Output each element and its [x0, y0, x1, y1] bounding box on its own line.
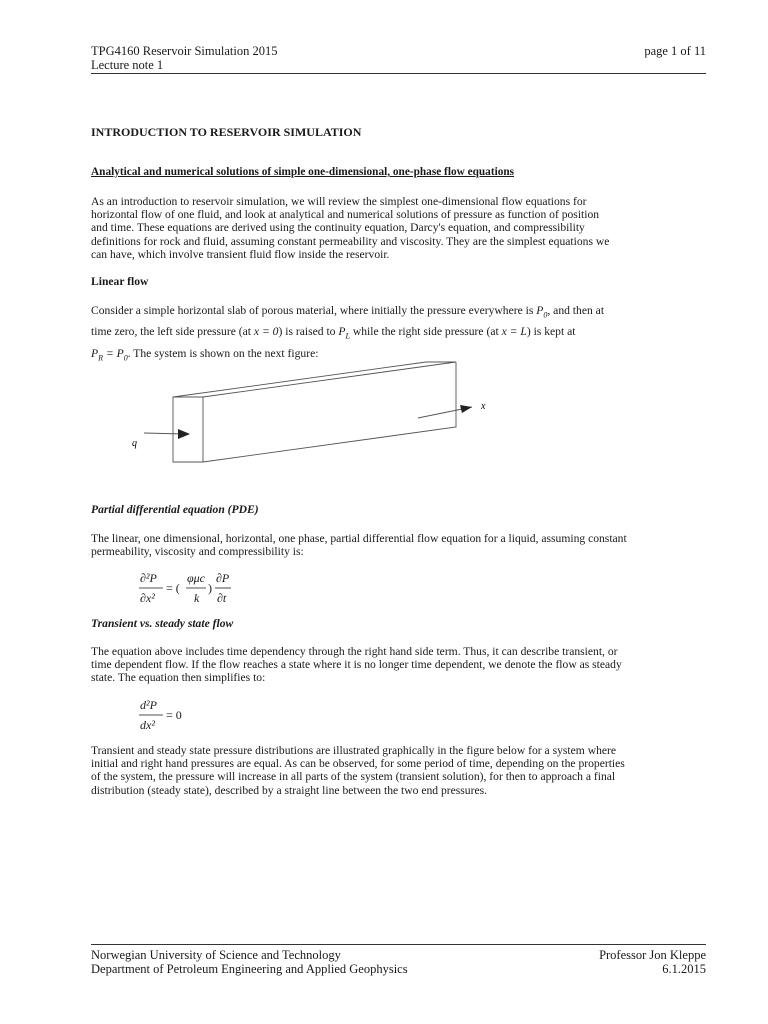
intro-line: and time. These equations are derived using the continuity equation, Darcy's equation, and compressibility	[91, 221, 585, 235]
intro-line: As an introduction to reservoir simulation, we will review the simplest one-dimensional flow equations for	[91, 195, 587, 208]
text-run: while the right side pressure (at	[352, 325, 499, 339]
flow-q-label: q	[132, 438, 137, 449]
pde-rhs-denominator: ∂t	[217, 591, 227, 605]
pde-line: permeability, viscosity and compressibility is:	[91, 545, 304, 559]
text-run: ) is raised to	[278, 325, 336, 339]
footer-university: Norwegian University of Science and Technology	[91, 948, 341, 962]
transient-heading: Transient vs. steady state flow	[91, 617, 234, 630]
slab-top-face	[173, 362, 456, 397]
linear-flow-heading: Linear flow	[91, 275, 149, 288]
header-note: Lecture note 1	[91, 58, 164, 72]
pde-coef-denominator: k	[194, 591, 200, 605]
ss-denominator: dx²	[140, 718, 155, 732]
pde-lhs-denominator: ∂x²	[140, 591, 155, 605]
transient-line: time dependent flow. If the flow reaches a state where it is no longer time dependent, we denote the flow as steady	[91, 658, 622, 672]
slab-side-edge	[203, 362, 456, 462]
footer-rule	[91, 944, 706, 945]
text-run: , and then at	[547, 304, 605, 317]
pde-paragraph	[91, 532, 721, 558]
steady-state-equation	[138, 696, 228, 738]
pde-coef-numerator: φμc	[187, 571, 205, 585]
intro-line: definitions for rock and fluid, assuming constant permeability and viscosity. They are the simplest equations we	[91, 234, 610, 248]
transient-line: state. The equation then simplifies to:	[91, 671, 266, 685]
text-run: Consider a simple horizontal slab of porous material, where initially the pressure everywhere is	[91, 304, 534, 317]
math-pr-eq: $P_R = P_0$	[91, 346, 128, 362]
pde-line: The linear, one dimensional, horizontal, one phase, partial differential flow equation for a liquid, assuming constant	[91, 532, 627, 545]
footer-date: 6.1.2015	[662, 962, 706, 976]
pde-heading: Partial differential equation (PDE)	[91, 503, 259, 516]
linear-flow-line	[91, 323, 721, 344]
pde-rhs-numerator: ∂P	[216, 571, 230, 585]
slab-figure	[120, 358, 520, 468]
inflow-arrow-head	[178, 429, 190, 439]
closing-line: of the system, the pressure will increase in all parts of the system (transient solution), for then to approach a final	[91, 770, 616, 784]
closing-line: distribution (steady state), described by a straight line between the two end pressures.	[91, 783, 488, 797]
page-title: INTRODUCTION TO RESERVOIR SIMULATION	[91, 125, 362, 139]
closing-line: initial and right hand pressures are equal. As can be observed, for some period of time, depending on the properties	[91, 757, 625, 771]
transient-paragraph	[91, 645, 721, 685]
x-axis-label: x	[481, 401, 486, 412]
math-x-eq-l: x = L	[501, 325, 527, 339]
linear-flow-line	[91, 302, 721, 323]
closing-line: Transient and steady state pressure distributions are illustrated graphically in the figure below for a system where	[91, 744, 617, 757]
closing-paragraph	[91, 744, 721, 797]
pde-equals-open: = (	[166, 581, 180, 595]
header-rule	[91, 73, 706, 74]
page-number: page 1 of 11	[644, 44, 706, 58]
slab-front-face	[173, 397, 203, 462]
ss-rhs: = 0	[166, 708, 182, 722]
footer-author: Professor Jon Kleppe	[599, 948, 706, 962]
footer-department: Department of Petroleum Engineering and Applied Geophysics	[91, 962, 408, 976]
text-run: . The system is shown on the next figure:	[127, 346, 319, 360]
pde-equation	[136, 568, 276, 614]
ss-numerator: d²P	[140, 698, 157, 712]
transient-line: The equation above includes time dependency through the right hand side term. Thus, it can describe transient, or	[91, 645, 618, 658]
section-heading: Analytical and numerical solutions of simple one-dimensional, one-phase flow equations	[91, 166, 515, 178]
intro-line: can have, which involve transient fluid flow inside the reservoir.	[91, 247, 390, 261]
pde-close-paren: )	[208, 581, 212, 595]
text-run: ) is kept at	[526, 325, 576, 339]
math-p0: $P_0$	[536, 304, 548, 320]
linear-flow-paragraph	[91, 302, 721, 366]
intro-paragraph	[91, 195, 721, 261]
header-course: TPG4160 Reservoir Simulation 2015	[91, 44, 278, 58]
math-x-eq-0: x = 0	[253, 325, 279, 339]
math-pl: $P_L$	[338, 325, 350, 341]
intro-line: horizontal flow of one fluid, and look at analytical and numerical solutions of pressure as function of position	[91, 208, 600, 222]
text-run: time zero, the left side pressure (at	[91, 325, 251, 339]
pde-lhs-numerator: ∂²P	[140, 571, 157, 585]
x-arrow-head	[460, 405, 472, 413]
